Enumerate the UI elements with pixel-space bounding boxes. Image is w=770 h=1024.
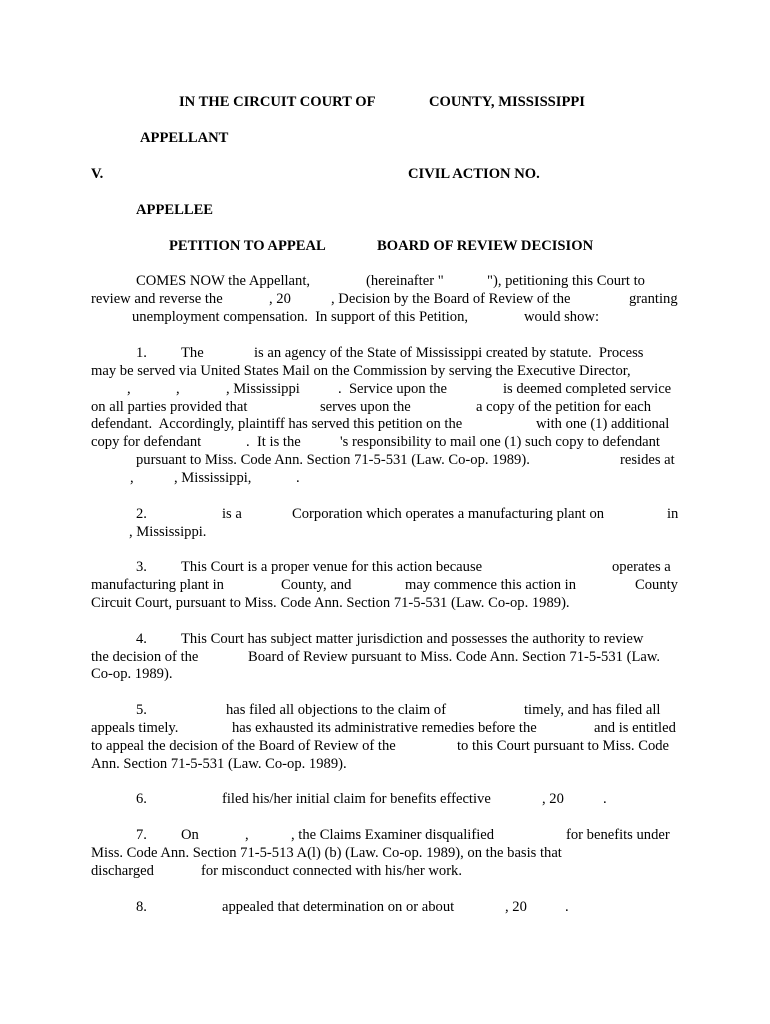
paragraph-text: has exhausted its administrative remedies before the	[232, 720, 537, 736]
paragraph-text: has filed all objections to the claim of	[226, 702, 447, 718]
intro-text: granting	[629, 291, 678, 307]
court-heading-right: COUNTY, MISSISSIPPI	[429, 94, 585, 110]
intro-text: would show:	[524, 309, 599, 325]
paragraph-text: in	[667, 506, 679, 522]
paragraph-number: 2.	[136, 506, 147, 522]
intro-text: , 20	[269, 291, 291, 307]
paragraph-text: may commence this action in	[405, 577, 577, 593]
paragraph-text: with one (1) additional	[536, 416, 670, 432]
paragraph-number: 6.	[136, 791, 147, 807]
paragraph-text: a copy of the petition for each	[476, 399, 652, 415]
paragraph-text: County, and	[281, 577, 352, 593]
intro-text: unemployment compensation. In support of this Petition,	[132, 309, 469, 325]
paragraph-text: , Mississippi,	[174, 470, 252, 486]
paragraph-text: for misconduct connected with his/her work.	[201, 863, 462, 879]
paragraph-text: 's responsibility to mail one (1) such copy to defendant	[340, 434, 660, 450]
paragraph-text: ,	[176, 381, 180, 397]
paragraph-text: discharged	[91, 863, 154, 879]
civil-action-label: CIVIL ACTION NO.	[408, 166, 540, 182]
paragraph-text: Board of Review pursuant to Miss. Code Ann. Section 71-5-531 (Law.	[248, 649, 661, 665]
paragraph-text: is deemed completed service	[503, 381, 672, 397]
paragraph-text: This Court is a proper venue for this action because	[181, 559, 483, 575]
paragraph-text: to appeal the decision of the Board of Review of the	[91, 738, 396, 754]
paragraph-text: manufacturing plant in	[91, 577, 224, 593]
paragraph-text: The	[181, 345, 204, 361]
paragraph-text: to this Court pursuant to Miss. Code	[457, 738, 670, 754]
paragraph-number: 3.	[136, 559, 147, 575]
intro-text: (hereinafter "	[366, 273, 444, 289]
paragraph-text: . It is the	[246, 434, 301, 450]
paragraph-text: timely, and has filed all	[524, 702, 661, 718]
paragraph-text: serves upon the	[320, 399, 411, 415]
paragraph-text: Corporation which operates a manufacturing plant on	[292, 506, 605, 522]
paragraph-number: 7.	[136, 827, 147, 843]
paragraph-text: ,	[245, 827, 249, 843]
paragraph-text: ,	[127, 381, 131, 397]
paragraph-text: resides at	[620, 452, 675, 468]
appellant-label: APPELLANT	[140, 130, 229, 146]
paragraph-text: Circuit Court, pursuant to Miss. Code Ann. Section 71-5-531 (Law. Co-op. 1989).	[91, 595, 570, 611]
paragraph-text: , 20	[505, 899, 527, 915]
paragraph-text: copy for defendant	[91, 434, 202, 450]
court-heading-left: IN THE CIRCUIT COURT OF	[179, 94, 376, 110]
paragraph-text: On	[181, 827, 199, 843]
paragraph-text: for benefits under	[566, 827, 670, 843]
paragraph-text: appeals timely.	[91, 720, 179, 736]
paragraph-text: , Mississippi.	[129, 524, 207, 540]
paragraph-text: defendant. Accordingly, plaintiff has served this petition on the	[91, 416, 463, 432]
paragraph-text: .	[296, 470, 300, 486]
paragraph-text: This Court has subject matter jurisdiction and possesses the authority to review	[181, 631, 644, 647]
paragraph-text: .	[565, 899, 569, 915]
paragraph-text: Ann. Section 71-5-531 (Law. Co-op. 1989).	[91, 756, 347, 772]
paragraph-text: Miss. Code Ann. Section 71-5-513 A(l) (b) (Law. Co-op. 1989), on the basis that	[91, 845, 562, 861]
versus-label: V.	[91, 166, 104, 182]
paragraph-text: . Service upon the	[338, 381, 448, 397]
paragraph-text: County	[635, 577, 678, 593]
intro-text: , Decision by the Board of Review of the	[331, 291, 571, 307]
paragraph-number: 1.	[136, 345, 147, 361]
paragraph-number: 4.	[136, 631, 147, 647]
paragraph-text: may be served via United States Mail on the Commission by serving the Executive Director,	[91, 363, 631, 379]
paragraph-text: Co-op. 1989).	[91, 666, 173, 682]
paragraph-text: ,	[130, 470, 134, 486]
paragraph-text: operates a	[612, 559, 671, 575]
paragraph-text: is an agency of the State of Mississippi created by statute. Process	[254, 345, 644, 361]
intro-text: COMES NOW the Appellant,	[136, 273, 311, 289]
paragraph-text: filed his/her initial claim for benefits effective	[222, 791, 491, 807]
paragraph-text: pursuant to Miss. Code Ann. Section 71-5-531 (Law. Co-op. 1989).	[136, 452, 530, 468]
intro-text: "), petitioning this Court to	[487, 273, 645, 289]
paragraph-number: 8.	[136, 899, 147, 915]
petition-title-left: PETITION TO APPEAL	[169, 238, 326, 254]
paragraph-text: , the Claims Examiner disqualified	[291, 827, 495, 843]
paragraph-number: 5.	[136, 702, 147, 718]
appellee-label: APPELLEE	[136, 202, 214, 218]
paragraph-text: .	[603, 791, 607, 807]
paragraph-text: on all parties provided that	[91, 399, 248, 415]
paragraph-text: the decision of the	[91, 649, 199, 665]
petition-title-right: BOARD OF REVIEW DECISION	[377, 238, 594, 254]
paragraph-text: is a	[222, 506, 242, 522]
paragraph-text: and is entitled	[594, 720, 676, 736]
paragraph-text: , 20	[542, 791, 564, 807]
intro-text: review and reverse the	[91, 291, 223, 307]
paragraph-text: , Mississippi	[226, 381, 300, 397]
paragraph-text: appealed that determination on or about	[222, 899, 455, 915]
